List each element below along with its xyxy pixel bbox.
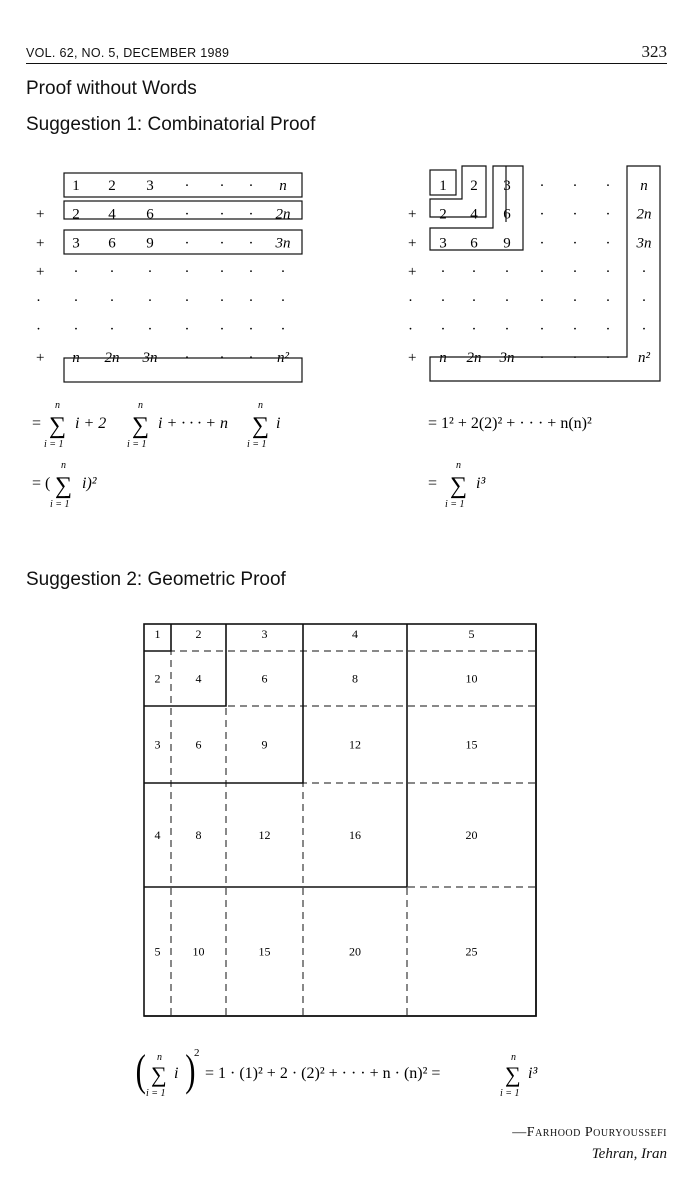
array-cell: · [539,292,545,309]
grid-cell: 6 [261,671,268,686]
sigma-symbol: ∑ [151,1062,167,1087]
geometric-proof-grid [140,620,540,1020]
array-cell: · [280,264,286,281]
row-box-2 [64,201,302,219]
array-cell: · [504,264,510,281]
array-cell: 6 [108,235,116,252]
grid-cell: 4 [352,627,358,641]
array-cell: · [219,264,225,281]
array-cell: · [184,321,190,338]
author-name: —Farhood Pouryoussefi [512,1125,667,1140]
array-cell: 1 [72,178,80,194]
grid-cell: 4 [195,671,202,686]
grid-cell: 25 [465,944,478,959]
array-cell: · [440,321,446,338]
grid-cell: 9 [261,737,268,752]
array-cell: · [641,321,647,338]
array-cell: · [248,292,254,309]
row-operator: · [408,321,413,338]
array-cell: · [471,321,477,338]
sigma-upper: n [61,460,66,471]
array-cell: · [572,206,578,223]
row-operator: · [36,321,41,338]
row-operator: + [408,350,417,367]
array-cell: · [248,235,254,252]
array-cell: · [184,350,190,367]
grid-cell: 20 [349,944,361,959]
final-formula [130,1040,570,1115]
grid-cell: 8 [195,828,202,842]
grid-cell: 10 [465,671,478,686]
grid-cell: 5 [468,627,475,641]
array-cell: · [73,292,79,309]
array-cell: 9 [146,235,154,252]
array-cell: · [539,178,545,194]
array-cell: n² [277,350,289,367]
array-cell: · [471,292,477,309]
gnomon-boundary [144,624,303,783]
grid-cell: 20 [465,828,478,842]
grid-cell: 12 [258,828,271,842]
array-cell: · [572,178,578,194]
array-cell: · [248,178,254,194]
array-cell: n [72,350,80,367]
eq1-prefix: = [32,415,42,432]
row-box-n [64,358,302,382]
array-cell: 2n [275,206,291,223]
eq2-body: i³ [476,475,486,492]
eq1-term3: i [276,415,281,432]
array-cell: · [605,292,611,309]
sigma-symbol: ∑ [132,413,150,439]
right-eq1: = 1² + 2(2)² + · · · + n(n)² [428,415,592,432]
right-gnomon-array [380,160,680,520]
grid-cell: 10 [192,944,205,959]
sigma-lower: i = 1 [44,439,64,450]
array-cell: · [572,321,578,338]
array-cell: 3 [439,235,447,252]
sigma-symbol: ∑ [49,413,67,439]
rhs-body: i³ [528,1065,538,1082]
array-cell: 2n [104,350,120,367]
sigma-upper: n [138,400,143,411]
array-cell: 3n [275,235,291,252]
grid-cell: 3 [261,627,268,641]
eq2-prefix: = ( [32,475,51,492]
array-cell: · [219,235,225,252]
array-cell: · [248,350,254,367]
array-cell: n [279,178,287,194]
sigma-lower: i = 1 [500,1088,520,1099]
grid-cell: 2 [195,627,202,641]
grid-cell: 2 [154,671,161,686]
array-cell: 2n [636,206,652,223]
array-cell: n [640,178,648,194]
row-operator: + [36,264,45,281]
array-cell: · [641,264,647,281]
row-operator: + [36,350,45,367]
sigma-symbol: ∑ [252,413,270,439]
array-cell: · [471,264,477,281]
grid-cell: 4 [154,828,161,842]
row-box-3 [64,230,302,254]
array-cell: · [248,321,254,338]
lhs-body: i [174,1065,179,1082]
array-cell: · [572,292,578,309]
array-cell: · [73,321,79,338]
array-cell: · [219,178,225,194]
array-cell: 3 [146,178,154,194]
array-cell: · [641,292,647,309]
header-rule [26,63,667,64]
row-operator: · [408,292,413,309]
array-cell: 2 [72,206,80,223]
array-cell: · [280,321,286,338]
array-cell: 4 [108,206,116,223]
row-box-1 [64,173,302,197]
array-cell: 2 [439,206,447,223]
grid-cell: 15 [465,737,478,752]
eq2-prefix: = [428,475,438,492]
array-cell: · [248,206,254,223]
array-cell: 3n [142,350,158,367]
grid-cell: 8 [352,671,358,686]
array-cell: · [539,321,545,338]
array-cell: · [572,350,578,367]
left-row-boxes [64,173,302,382]
suggestion-1-heading: Suggestion 1: Combinatorial Proof [26,114,316,135]
eq1-term1: i + 2 [75,415,107,432]
array-cell: · [605,235,611,252]
rhs-expression: = 1 · (1)² + 2 · (2)² + · · · + n · (n)² = [205,1065,441,1082]
array-cell: 2n [466,350,482,367]
array-cell: 2 [470,178,478,194]
array-cell: 4 [470,206,478,223]
array-cell: · [109,264,115,281]
array-cell: 3 [503,178,511,194]
sigma-lower: i = 1 [146,1088,166,1099]
sigma-upper: n [258,400,263,411]
gnomon-n [430,166,660,381]
eq2-body: i)² [82,475,97,492]
grid-cell: 1 [154,627,161,641]
array-cell: · [219,321,225,338]
array-cell: · [109,321,115,338]
row-operator: + [36,235,45,252]
array-cell: · [184,292,190,309]
array-cell: · [539,206,545,223]
array-cell: · [572,264,578,281]
array-cell: · [539,350,545,367]
array-cell: · [572,235,578,252]
array-cell: · [605,321,611,338]
array-cell: · [184,206,190,223]
array-cell: · [504,292,510,309]
sigma-lower: i = 1 [445,499,465,510]
array-cell: · [605,264,611,281]
journal-header: VOL. 62, NO. 5, DECEMBER 1989 [26,46,230,60]
array-cell: 2 [108,178,116,194]
array-cell: · [440,264,446,281]
array-cell: · [605,206,611,223]
array-cell: 1 [439,178,447,194]
sigma-symbol: ∑ [55,473,73,499]
array-cell: · [280,292,286,309]
array-cell: · [184,178,190,194]
array-cell: 6 [470,235,478,252]
array-cell: · [109,292,115,309]
sigma-upper: n [456,460,461,471]
sigma-symbol: ∑ [450,473,468,499]
sigma-symbol: ∑ [505,1062,521,1087]
article-title: Proof without Words [26,78,197,99]
lhs-exponent: 2 [194,1047,200,1059]
array-cell: · [504,321,510,338]
array-cell: · [184,235,190,252]
right-paren: ) [185,1046,196,1096]
sigma-upper: n [55,400,60,411]
array-cell: · [539,235,545,252]
page-number: 323 [641,42,667,61]
array-cell: · [219,350,225,367]
array-cell: · [248,264,254,281]
row-operator: · [36,292,41,309]
array-cell: n² [638,350,650,367]
array-cell: 3n [499,350,515,367]
array-cell: · [605,350,611,367]
array-cell: · [73,264,79,281]
array-cell: · [605,178,611,194]
grid-cell: 16 [349,828,361,842]
grid-cell: 6 [195,737,202,752]
left-sum-array [0,160,340,520]
array-cell: · [147,321,153,338]
array-cell: · [440,292,446,309]
left-paren: ( [135,1046,146,1096]
sigma-lower: i = 1 [127,439,147,450]
suggestion-2-heading: Suggestion 2: Geometric Proof [26,569,286,590]
sigma-lower: i = 1 [247,439,267,450]
row-operator: + [408,264,417,281]
row-operator: + [36,206,45,223]
array-cell: · [147,292,153,309]
array-cell: · [147,264,153,281]
array-cell: · [539,264,545,281]
grid-cell: 15 [258,944,271,959]
array-cell: · [184,264,190,281]
sigma-upper: n [157,1052,162,1063]
grid-cell: 3 [154,737,161,752]
author-location: Tehran, Iran [591,1146,667,1162]
grid-cell: 5 [154,944,161,959]
array-cell: 9 [503,235,511,252]
array-cell: 6 [503,206,511,223]
sigma-lower: i = 1 [50,499,70,510]
grid-cell: 12 [349,737,361,752]
array-cell: · [219,206,225,223]
gnomon-boundary [144,624,407,887]
gnomon-outlines [430,166,660,381]
array-cell: 3 [72,235,80,252]
row-operator: + [408,235,417,252]
row-operator: + [408,206,417,223]
array-cell: 3n [636,235,652,252]
array-cell: · [219,292,225,309]
eq1-term2: i + · · · + n [158,415,229,432]
sigma-upper: n [511,1052,516,1063]
array-cell: 6 [146,206,154,223]
array-cell: n [439,350,447,367]
